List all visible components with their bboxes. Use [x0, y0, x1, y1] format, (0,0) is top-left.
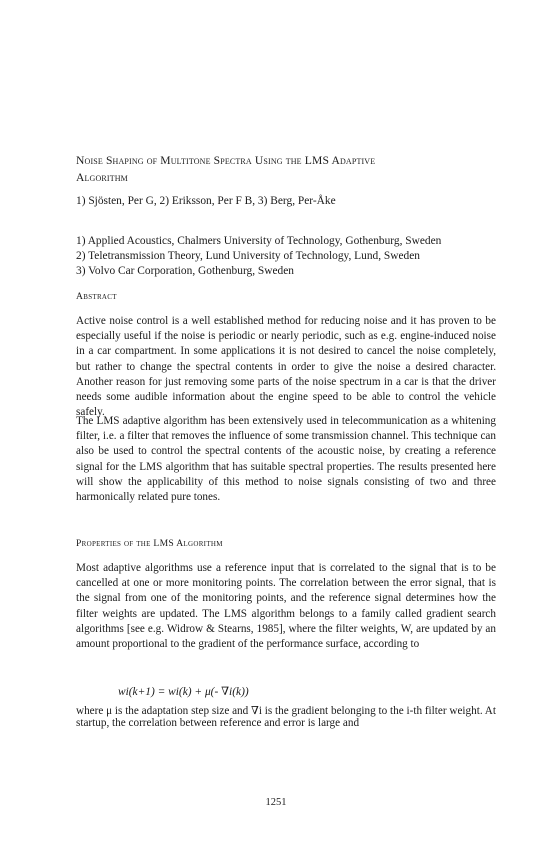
section-heading: Properties of the LMS Algorithm	[76, 538, 223, 549]
section-paragraph-1: Most adaptive algorithms use a reference input that is correlated to the signal that is to be cancelled at one or more monitoring points. The correlation between the error signal, that is the signal from one of the monitoring points, and the reference signal determines how the filter weights are updated. The LMS algorithm belongs to a family called gradient search algorithms [see e.g. Widrow & Stearns, 1985], where the filter weights, W, are updated by an amount proportional to the gradient of the performance surface, according to	[76, 562, 496, 651]
abstract-heading: Abstract	[76, 291, 117, 302]
abstract-paragraph-1: Active noise control is a well established method for reducing noise and it has proven to be especially useful if the noise is periodic or nearly periodic, such as e.g. engine-induced noise in a car compartment. In some applications it is not desired to cancel the noise completely, but rather to change the spectral contents in order to give the noise a desired character. Another reason for just removing some parts of the noise spectrum in a car is that the driver needs some audible information about the engine speed to be able to control the vehicle safely.	[76, 315, 496, 419]
affiliation-3: 3) Volvo Car Corporation, Gothenburg, Sweden	[76, 265, 294, 277]
affiliation-2: 2) Teletransmission Theory, Lund University of Technology, Lund, Sweden	[76, 250, 420, 262]
author-list: 1) Sjösten, Per G, 2) Eriksson, Per F B, 3) Berg, Per-Åke	[76, 195, 336, 207]
paper-title	[76, 152, 496, 186]
abstract-paragraph-2: The LMS adaptive algorithm has been extensively used in telecommunication as a whitening filter, i.e. a filter that removes the influence of some transmission channel. This technique can also be used to control the spectral contents of the acoustic noise, by creating a reference signal for the LMS algorithm that has suitable spectral properties. The results presented here will show the applicability of this method to noise signals consisting of two and three harmonically related pure tones.	[76, 415, 496, 504]
update-equation: wi(k+1) = wi(k) + μ(- ∇i(k))	[118, 686, 249, 698]
page-number: 1251	[265, 797, 287, 808]
affiliation-1: 1) Applied Acoustics, Chalmers University of Technology, Gothenburg, Sweden	[76, 235, 442, 247]
affiliation-list	[76, 234, 496, 279]
section-paragraph-2: where μ is the adaptation step size and ∇i is the gradient belonging to the i-th filter weight. At startup, the correlation between reference and error is large and	[76, 705, 496, 729]
title-line-2: Algorithm	[76, 171, 128, 184]
title-line-1: Noise Shaping of Multitone Spectra Using the LMS Adaptive	[76, 154, 376, 167]
